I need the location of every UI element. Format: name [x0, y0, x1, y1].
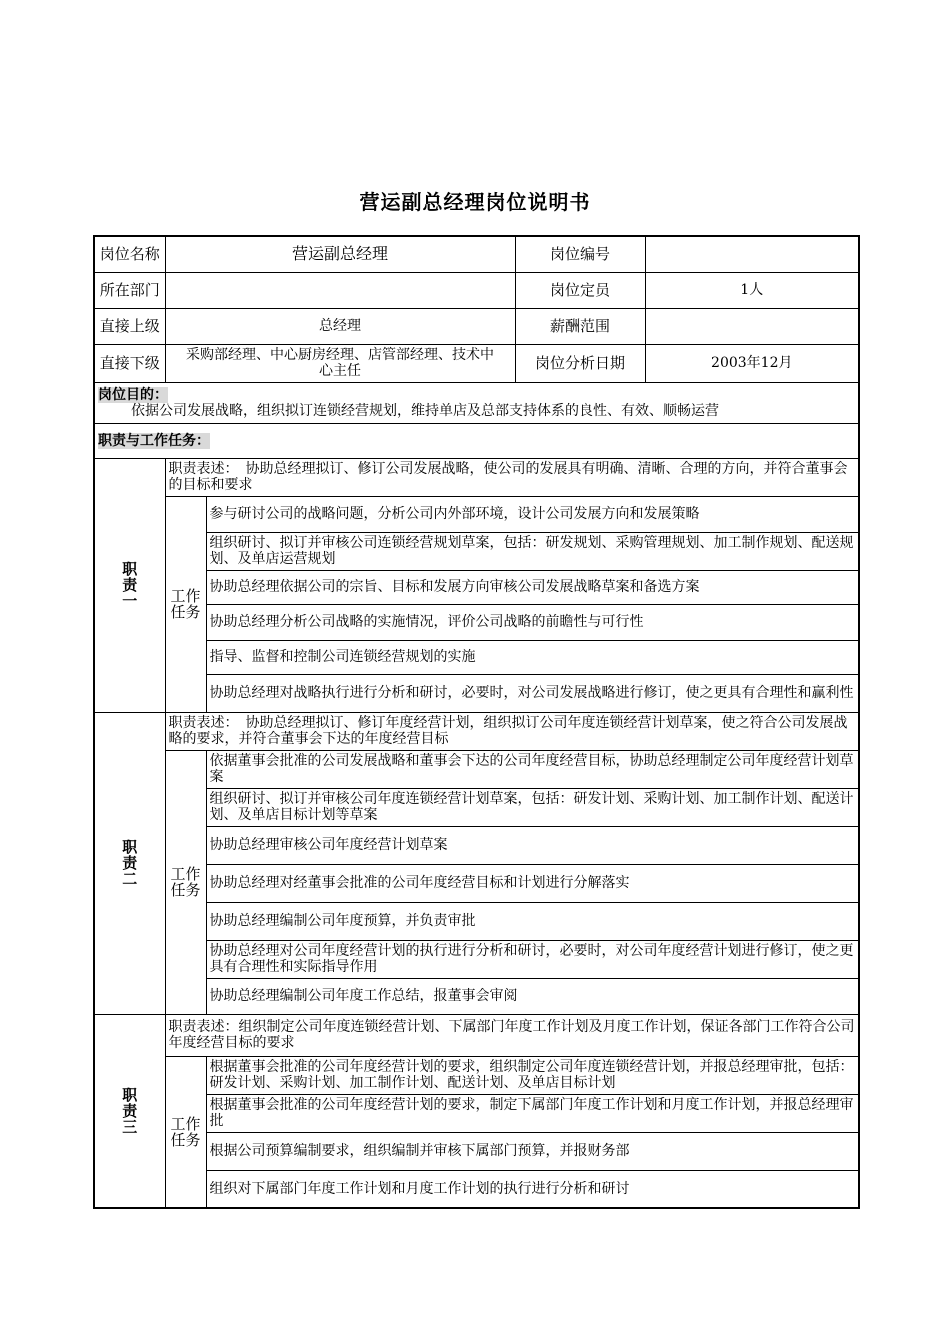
duty-1-task-3: 协助总经理依据公司的宗旨、目标和发展方向审核公司发展战略草案和备选方案 [206, 570, 859, 604]
duty-2-task-7: 协助总经理编制公司年度工作总结，报董事会审阅 [206, 978, 859, 1014]
purpose-cell [94, 382, 859, 423]
duty-3-work-task-label: 工作 任务 [165, 1056, 206, 1208]
duty-2-task-3: 协助总经理审核公司年度经营计划草案 [206, 826, 859, 864]
analysis-date-value: 2003年12月 [645, 344, 859, 382]
salary-range-label: 薪酬范围 [515, 308, 645, 344]
duty-1-name: 职 责 一 [94, 458, 165, 712]
duty-2-work-task-label: 工作 任务 [165, 750, 206, 1014]
headcount-label: 岗位定员 [515, 272, 645, 308]
duty-2-task-1: 依据董事会批准的公司发展战略和董事会下达的公司年度经营目标，协助总经理制定公司年度经营计划草案 [206, 750, 859, 788]
duty-3-task-2: 根据董事会批准的公司年度经营计划的要求，制定下属部门年度工作计划和月度工作计划，并报总经理审批 [206, 1094, 859, 1132]
job-code-label: 岗位编号 [515, 236, 645, 272]
duty-3-name: 职 责 三 [94, 1014, 165, 1208]
duty-1-statement: 职责表述： 协助总经理拟订、修订公司发展战略，使公司的发展具有明确、清晰、合理的方向，并符合董事会的目标和要求 [165, 458, 859, 496]
document-title: 营运副总经理岗位说明书 [359, 190, 591, 214]
duty-2-task-5: 协助总经理编制公司年度预算，并负责审批 [206, 902, 859, 940]
duty-3-statement: 职责表述：组织制定公司年度连锁经营计划、下属部门年度工作计划及月度工作计划，保证各部门工作符合公司年度经营目标的要求 [165, 1014, 859, 1056]
department-value [165, 272, 515, 308]
salary-range-value [645, 308, 859, 344]
job-code-value [645, 236, 859, 272]
headcount-value: 1人 [645, 272, 859, 308]
subordinate-value: 采购部经理、中心厨房经理、店管部经理、技术中心主任 [165, 344, 515, 382]
department-label: 所在部门 [94, 272, 165, 308]
job-name-value: 营运副总经理 [165, 236, 515, 272]
duty-2-name: 职 责 二 [94, 712, 165, 1014]
duty-2-statement: 职责表述： 协助总经理拟订、修订年度经营计划，组织拟订公司年度连锁经营计划草案，使之符合公司发展战略的要求，并符合董事会下达的年度经营目标 [165, 712, 859, 750]
analysis-date-label: 岗位分析日期 [515, 344, 645, 382]
duty-1-task-5: 指导、监督和控制公司连锁经营规划的实施 [206, 640, 859, 674]
duty-2-task-2: 组织研讨、拟订并审核公司年度连锁经营计划草案，包括：研发计划、采购计划、加工制作计划、配送计划、及单店目标计划等草案 [206, 788, 859, 826]
duty-1-task-4: 协助总经理分析公司战略的实施情况，评价公司战略的前瞻性与可行性 [206, 604, 859, 640]
purpose-heading: 岗位目的： [98, 386, 168, 403]
duty-2-task-6: 协助总经理对公司年度经营计划的执行进行分析和研讨，必要时，对公司年度经营计划进行修订，使之更具有合理性和实际指导作用 [206, 940, 859, 978]
duty-3-task-1: 根据董事会批准的公司年度经营计划的要求，组织制定公司年度连锁经营计划，并报总经理审批，包括：研发计划、采购计划、加工制作计划、配送计划、及单店目标计划 [206, 1056, 859, 1094]
job-name-label: 岗位名称 [94, 236, 165, 272]
duty-2-task-4: 协助总经理对经董事会批准的公司年度经营目标和计划进行分解落实 [206, 864, 859, 902]
duty-1-task-2: 组织研讨、拟订并审核公司连锁经营规划草案，包括：研发规划、采购管理规划、加工制作规划、配送规划、及单店运营规划 [206, 532, 859, 570]
duty-3-task-3: 根据公司预算编制要求，组织编制并审核下属部门预算，并报财务部 [206, 1132, 859, 1170]
duty-3-task-4: 组织对下属部门年度工作计划和月度工作计划的执行进行分析和研讨 [206, 1170, 859, 1208]
duties-heading: 职责与工作任务： [94, 423, 859, 458]
duty-1-task-1: 参与研讨公司的战略问题，分析公司内外部环境，设计公司发展方向和发展策略 [206, 496, 859, 532]
superior-value: 总经理 [165, 308, 515, 344]
subordinate-label: 直接下级 [94, 344, 165, 382]
duty-1-task-6: 协助总经理对战略执行进行分析和研讨，必要时，对公司发展战略进行修订，使之更具有合理性和赢利性 [206, 674, 859, 712]
job-description-table [93, 235, 860, 1209]
duty-1-work-task-label: 工作 任务 [165, 496, 206, 712]
purpose-text: 依据公司发展战略，组织拟订连锁经营规划，维持单店及总部支持体系的良性、有效、顺畅运营 [131, 402, 719, 419]
superior-label: 直接上级 [94, 308, 165, 344]
